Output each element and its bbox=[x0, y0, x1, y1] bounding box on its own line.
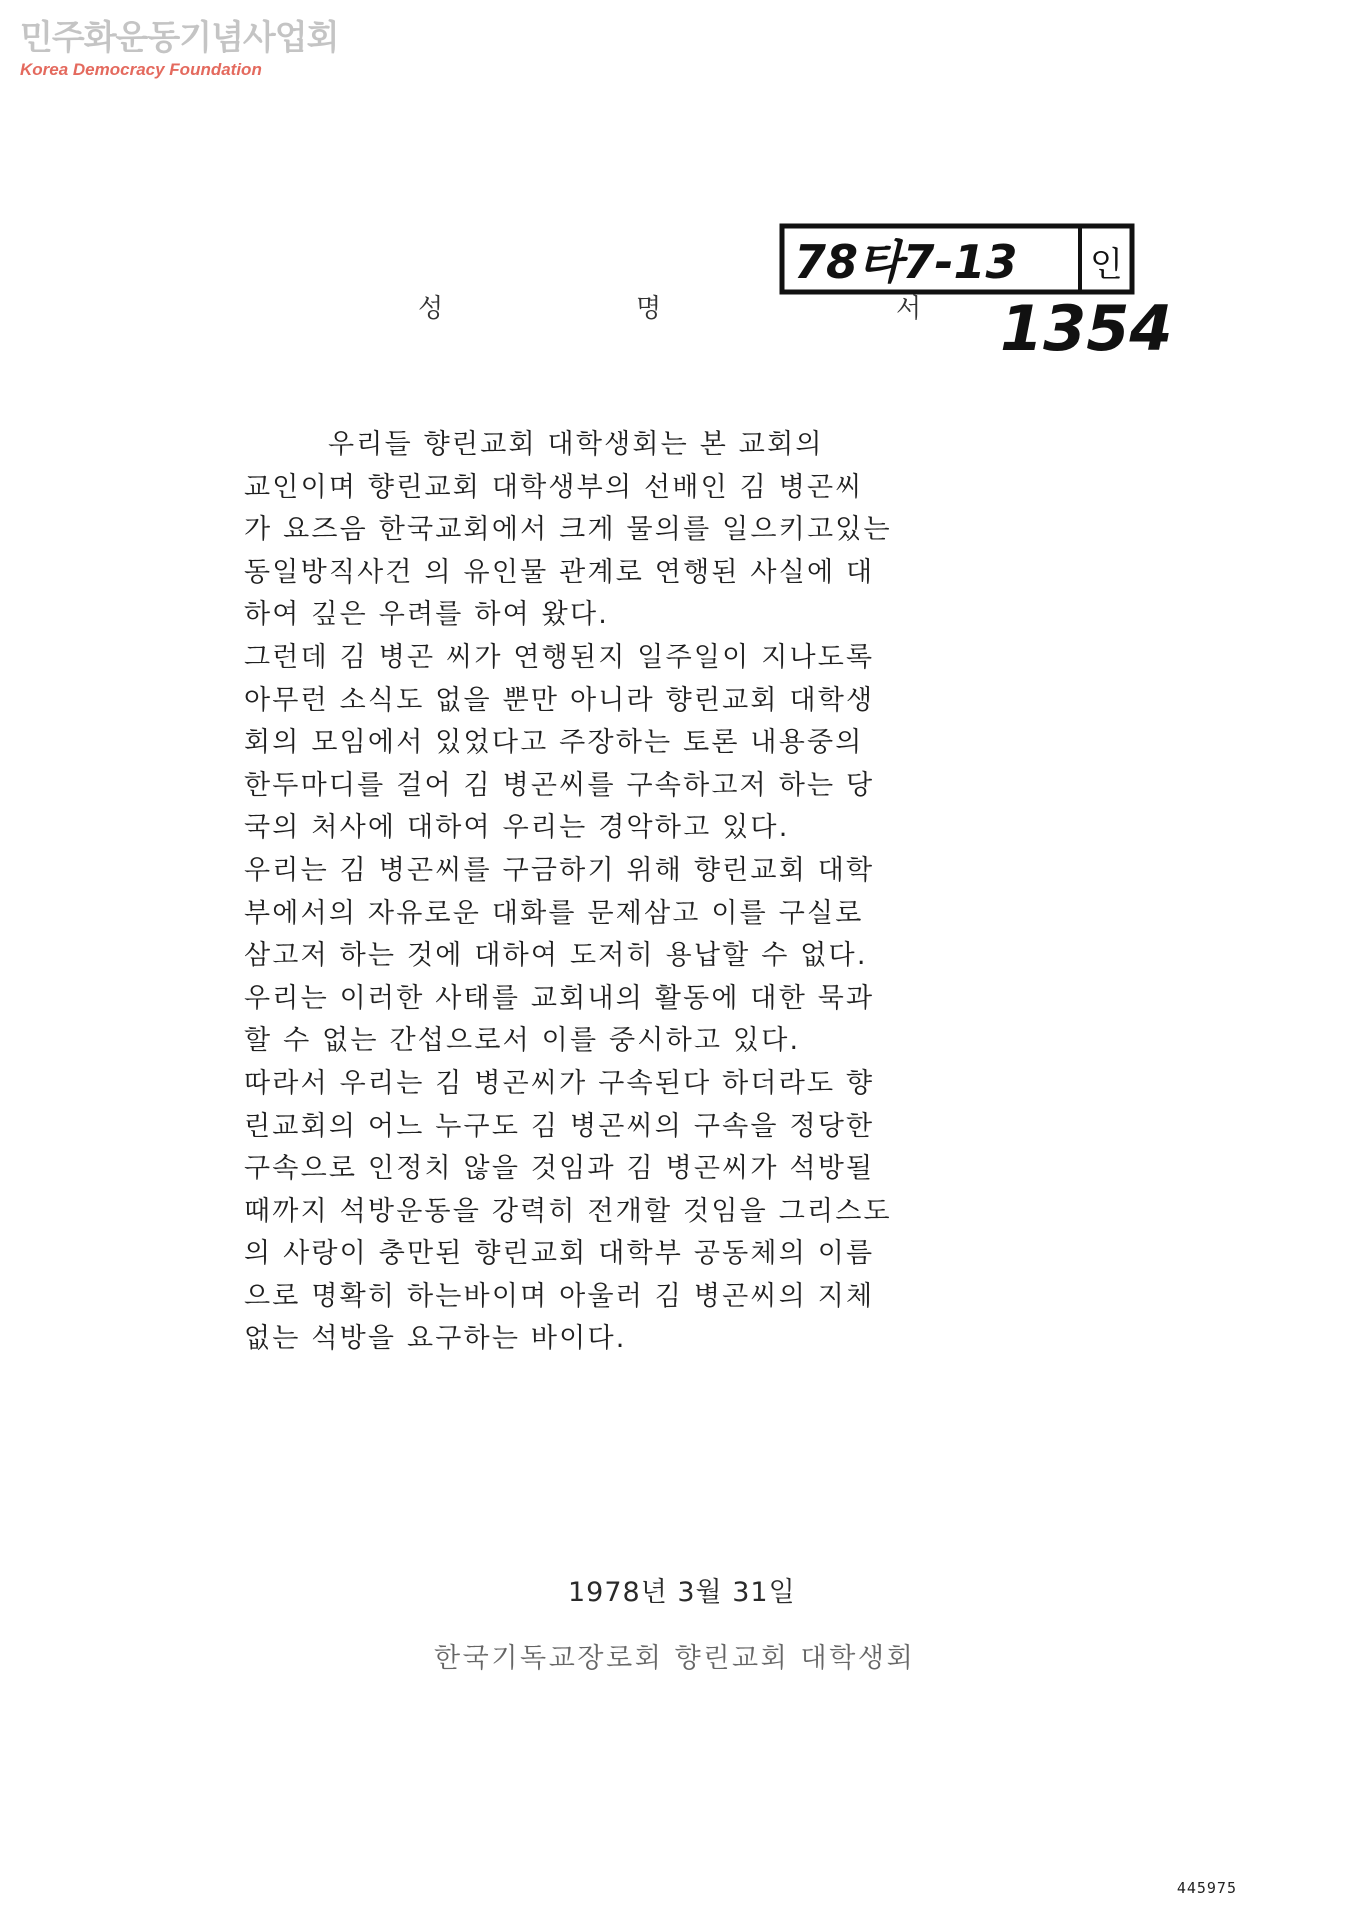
body-line-18: 구속으로 인정치 않을 것임과 김 병곤씨가 석방될 bbox=[244, 1153, 875, 1185]
body-line-1: 우리들 향린교회 대학생회는 본 교회의 bbox=[328, 429, 824, 460]
stamp-number: 1354 bbox=[1000, 292, 1173, 365]
title-char-3: 서 bbox=[896, 294, 922, 324]
body-line-5: 하여 깊은 우려를 하여 왔다. bbox=[244, 599, 610, 631]
body-line-11: 우리는 김 병곤씨를 구금하기 위해 향린교회 대학 bbox=[244, 854, 875, 886]
body-line-13: 삼고저 하는 것에 대하여 도저히 용납할 수 없다. bbox=[244, 940, 868, 972]
body-line-15: 할 수 없는 간섭으로서 이를 중시하고 있다. bbox=[244, 1025, 801, 1057]
body-line-22: 없는 석방을 요구하는 바이다. bbox=[244, 1323, 627, 1355]
body-line-19: 때까지 석방운동을 강력히 전개할 것임을 그리스도 bbox=[244, 1195, 892, 1227]
body-line-8: 회의 모임에서 있었다고 주장하는 토론 내용중의 bbox=[244, 727, 864, 759]
document-title bbox=[0, 288, 1361, 328]
stamp-code: 78타7-13 bbox=[794, 235, 1018, 289]
body-line-16: 따라서 우리는 김 병곤씨가 구속된다 하더라도 향 bbox=[244, 1067, 875, 1099]
statement-date: 1978년 3월 31일 bbox=[568, 1577, 796, 1608]
body-line-9: 한두마디를 걸어 김 병곤씨를 구속하고저 하는 당 bbox=[244, 769, 875, 801]
body-line-7: 아무런 소식도 없을 뿐만 아니라 향린교회 대학생 bbox=[244, 684, 875, 716]
title-char-1: 성 bbox=[418, 294, 444, 324]
body-line-10: 국의 처사에 대하여 우리는 경악하고 있다. bbox=[244, 812, 790, 844]
body-line-3: 가 요즈음 한국교회에서 크게 물의를 일으키고있는 bbox=[244, 514, 892, 546]
body-line-21: 으로 명확히 하는바이며 아울러 김 병곤씨의 지체 bbox=[244, 1280, 875, 1312]
body-line-2: 교인이며 향린교회 대학생부의 선배인 김 병곤씨 bbox=[244, 471, 864, 503]
body-line-6: 그런데 김 병곤 씨가 연행된지 일주일이 지나도록 bbox=[244, 641, 875, 673]
body-line-20: 의 사랑이 충만된 향린교회 대학부 공동체의 이름 bbox=[244, 1238, 875, 1270]
signatory: 한국기독교장로회 향린교회 대학생회 bbox=[434, 1643, 916, 1674]
watermark-korean: 민주화운동기념사업회 bbox=[20, 18, 339, 58]
statement-body bbox=[244, 424, 1124, 1361]
watermark-english: Korea Democracy Foundation bbox=[20, 60, 262, 79]
foundation-watermark bbox=[20, 18, 338, 80]
body-line-17: 린교회의 어느 누구도 김 병곤씨의 구속을 정당한 bbox=[244, 1110, 875, 1142]
body-line-12: 부에서의 자유로운 대화를 문제삼고 이를 구실로 bbox=[244, 897, 864, 929]
document-number: 445975 bbox=[1176, 1879, 1237, 1897]
body-line-4: 동일방직사건 의 유인물 관계로 연행된 사실에 대 bbox=[244, 556, 875, 588]
stamp-mark: 인 bbox=[1090, 245, 1123, 285]
body-line-14: 우리는 이러한 사태를 교회내의 활동에 대한 묵과 bbox=[244, 982, 875, 1014]
title-char-2: 명 bbox=[636, 294, 662, 324]
